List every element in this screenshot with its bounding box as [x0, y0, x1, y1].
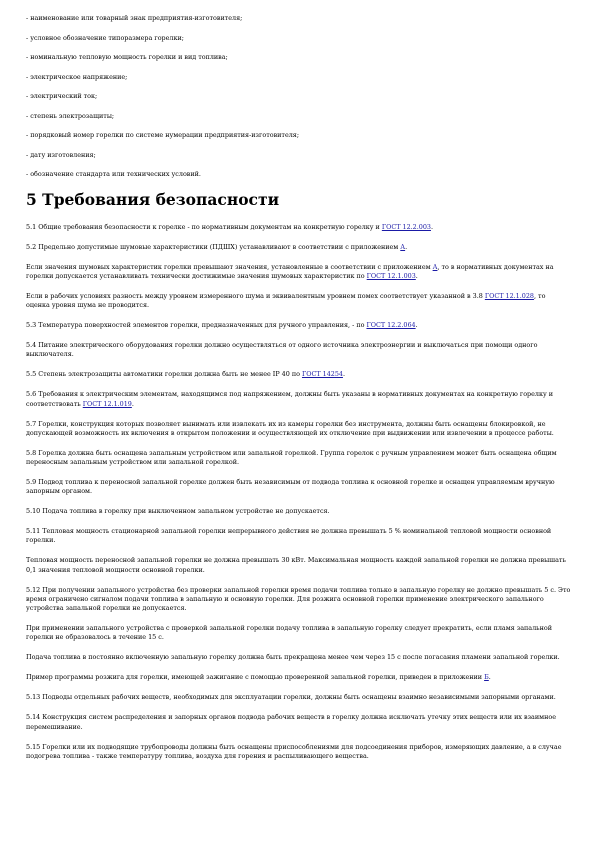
paragraph-text: , то в нормативных документах на горелки допускается устанавливать технически достижимые значения шумовых характеристик по — [26, 262, 554, 280]
paragraph-text: Тепловая мощность переносной запальной горелки не должна превышать 30 кВт. Максимальная мощность каждой запальной горелки не должна превышать 0,1 значения тепловой мощности основной горелки. — [26, 556, 566, 574]
paragraph — [26, 743, 571, 761]
paragraph — [26, 243, 571, 252]
paragraph-text: . — [415, 271, 418, 280]
paragraph-text: 5.14 Конструкция систем распределения и запорных органов подвода рабочих веществ в горелку должна исключать утечку этих веществ или их взаимное перемешивание. — [26, 713, 556, 731]
paragraph — [26, 223, 571, 232]
paragraph — [26, 653, 571, 662]
document-page — [26, 14, 571, 772]
paragraph-text: . — [131, 399, 134, 408]
paragraph — [26, 341, 571, 359]
paragraph — [26, 449, 571, 467]
paragraph-text: 5.8 Горелка должна быть оснащена запальным устройством или запальной горелкой. Группа горелок с ручным управлением может быть оснащена общим переносным запальным устройством или запальной горелкой. — [26, 448, 557, 466]
paragraph-text: 5.11 Тепловая мощность стационарной запальной горелки непрерывного действия не должна превышать 5 % номинальной тепловой мощности основной горелки. — [26, 527, 552, 545]
paragraph — [26, 713, 571, 731]
reference-link[interactable]: ГОСТ 12.1.028 — [484, 291, 534, 300]
paragraph-text: Если значения шумовых характеристик горелки превышают значения, установленные в соответствии с приложением — [26, 262, 433, 271]
reference-link[interactable]: ГОСТ 12.1.003 — [366, 271, 416, 280]
paragraph-text: , то оценка уровня шума не проводится. — [26, 291, 546, 309]
list-item: - электрический ток; — [26, 92, 98, 100]
reference-link[interactable]: ГОСТ 12.2.003 — [381, 222, 431, 231]
paragraph — [26, 263, 571, 281]
paragraph-text: . — [405, 242, 408, 251]
paragraph — [26, 478, 571, 496]
paragraph-text: 5.12 При получении запального устройства без проверки запальной горелки время подачи топлива только в запальную горелку не должно превышать 5 с. Это время ограничено сигналом подачи топлива в запальную и основную горелки. Для розжига основной горелки применение электрического запального устройства запальной горелки не допускается. — [26, 585, 571, 612]
paragraph-text: 5.3 Температура поверхностей элементов горелки, предназначенных для ручного управления, - по — [26, 321, 367, 330]
paragraph-text: Если в рабочих условиях разность между уровнем измеренного шума и эквивалентным уровнем помех соответствует указанной в 3.8 — [26, 291, 485, 300]
list-item: - обозначение стандарта или технических условий. — [26, 170, 201, 178]
paragraph — [26, 624, 571, 642]
paragraph — [26, 556, 571, 574]
list-item: - степень электрозащиты; — [26, 111, 115, 120]
paragraph-text: . — [488, 673, 491, 682]
paragraph — [26, 292, 571, 310]
paragraph-text: . — [342, 370, 345, 379]
paragraph — [26, 586, 571, 613]
list-item: - условное обозначение типоразмера горелки; — [26, 33, 184, 42]
paragraph — [26, 370, 571, 379]
list-item: - дату изготовления; — [26, 150, 96, 159]
paragraph-text: 5.2 Предельно допустимые шумовые характеристики (ПДШХ) устанавливают в соответствии с приложением — [26, 242, 401, 251]
paragraph-text: При применении запального устройства с проверкой запальной горелки подачу топлива в запальную горелку следует прекратить, если пламя запальной горелки не образовалось в течение 15 с. — [26, 623, 552, 642]
paragraph-text: 5.4 Питание электрического оборудования горелки должно осуществляться от одного источника электроэнергии и выключаться при помощи одного выключателя. — [26, 341, 538, 359]
paragraph-text: 5.9 Подвод топлива к переносной запальной горелке должен быть независимым от подвода топлива к основной горелке и оснащен управляемым вручную запорным органом. — [26, 478, 555, 496]
list-item: - номинальную тепловую мощность горелки и вид топлива; — [26, 53, 228, 61]
paragraph-text: Пример программы розжига для горелки, имеющей зажигание с помощью проверенной запальной горелки, приведен в приложении — [26, 673, 485, 682]
paragraph — [26, 321, 571, 330]
reference-link[interactable]: Б — [484, 673, 489, 682]
paragraph-text: . — [415, 321, 418, 330]
section-body — [26, 223, 571, 761]
paragraph-text: 5.13 Подводы отдельных рабочих веществ, необходимых для эксплуатации горелки, должны быть оснащены взаимно независимыми запорными органами. — [26, 693, 556, 702]
reference-link[interactable]: ГОСТ 14254 — [301, 370, 343, 379]
paragraph-text: 5.5 Степень электрозащиты автоматики горелки должна быть не менее IP 40 по — [26, 370, 302, 379]
paragraph — [26, 693, 571, 702]
list-item: - порядковый номер горелки по системе нумерации предприятия-изготовителя; — [26, 131, 299, 139]
reference-link[interactable]: А — [400, 242, 406, 251]
reference-link[interactable]: А — [432, 262, 438, 271]
paragraph-text: 5.15 Горелки или их подводящие трубопроводы должны быть оснащены приспособлениями для подсоединения приборов, измеряющих давление, а в случае подогрева топлива - также температуру топлива, воздуха для горения и распыливающего вещества. — [26, 742, 562, 760]
marking-list — [26, 14, 571, 179]
paragraph — [26, 390, 571, 408]
paragraph-text: 5.6 Требования к электрическим элементам, находящимся под напряжением, должны быть указаны в нормативных документах на конкретную горелку и соответствовать — [26, 390, 554, 408]
paragraph — [26, 420, 571, 438]
paragraph — [26, 527, 571, 545]
section-heading: 5 Требования безопасности — [26, 189, 280, 209]
list-item: - электрическое напряжение; — [26, 72, 128, 81]
paragraph-text: Подача топлива в постоянно включенную запальную горелку должна быть прекращена менее чем через 15 с после погасания пламени запальной горелки. — [26, 653, 560, 662]
paragraph — [26, 673, 571, 682]
paragraph-text: 5.7 Горелки, конструкция которых позволяет вынимать или извлекать их из камеры горелки без инструмента, должны быть оснащены блокировкой, не допускающей возможность их включения в открытом положении и осуществляющей их отключение при выдвижении или извлечении в процессе работы. — [26, 419, 554, 437]
reference-link[interactable]: ГОСТ 12.1.019 — [82, 399, 132, 408]
list-item: - наименование или товарный знак предприятия-изготовителя; — [26, 14, 243, 22]
paragraph — [26, 507, 571, 516]
paragraph-text: . — [430, 222, 434, 231]
paragraph-text: 5.10 Подача топлива в горелку при выключенном запальном устройстве не допускается. — [26, 507, 330, 516]
paragraph-text: 5.1 Общие требования безопасности к горелке - по нормативным документам на конкретную горелку и — [26, 222, 382, 231]
reference-link[interactable]: ГОСТ 12.2.064 — [366, 321, 416, 330]
